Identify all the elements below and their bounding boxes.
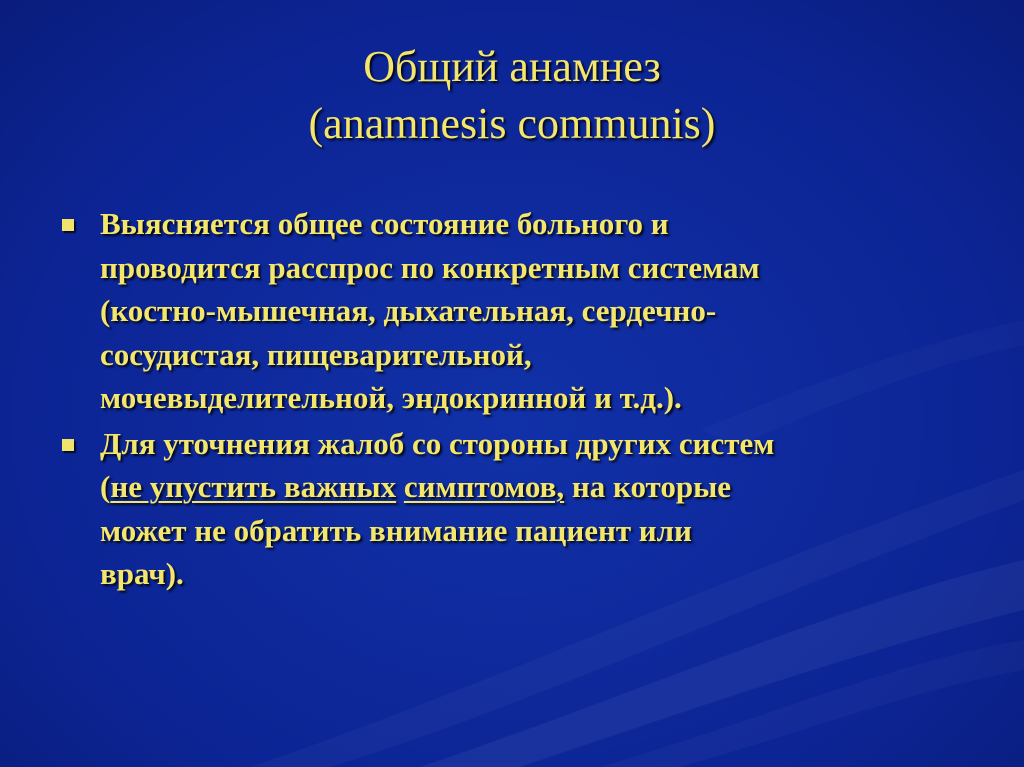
- bullet-1-line-2: проводится расспрос по конкретным системам: [100, 249, 760, 285]
- bullet-item-1: [58, 202, 978, 420]
- bullet-2-line-1: Для уточнения жалоб со стороны других систем: [100, 425, 775, 461]
- underlined-phrase-2: симптомов,: [403, 469, 565, 504]
- line-2-rest: на которые: [564, 469, 732, 504]
- bullet-2-line-4: врач).: [100, 556, 184, 591]
- bullet-1-line-1: Выясняется общее состояние больного и: [100, 206, 669, 241]
- title-line-1: Общий анамнез: [363, 42, 661, 91]
- bullet-2-line-2: [100, 465, 978, 509]
- open-paren: (: [100, 469, 111, 504]
- square-bullet-icon: [62, 439, 74, 451]
- slide-title: [0, 38, 1024, 152]
- bullet-1-line-5: мочевыделительной, эндокринной и т.д.).: [100, 380, 682, 415]
- bullet-1-line-3: (костно-мышечная, дыхательная, сердечно-: [100, 293, 717, 328]
- bullet-list: [58, 202, 978, 598]
- space: [396, 469, 404, 504]
- bullet-item-2: [58, 422, 978, 596]
- title-line-2: (anamnesis communis): [308, 99, 716, 148]
- bullet-2-line-3: может не обратить внимание пациент или: [100, 512, 692, 548]
- square-bullet-icon: [62, 219, 74, 231]
- underlined-phrase-1: не упустить важных: [110, 469, 397, 504]
- bullet-1-line-4: сосудистая, пищеварительной,: [100, 336, 532, 372]
